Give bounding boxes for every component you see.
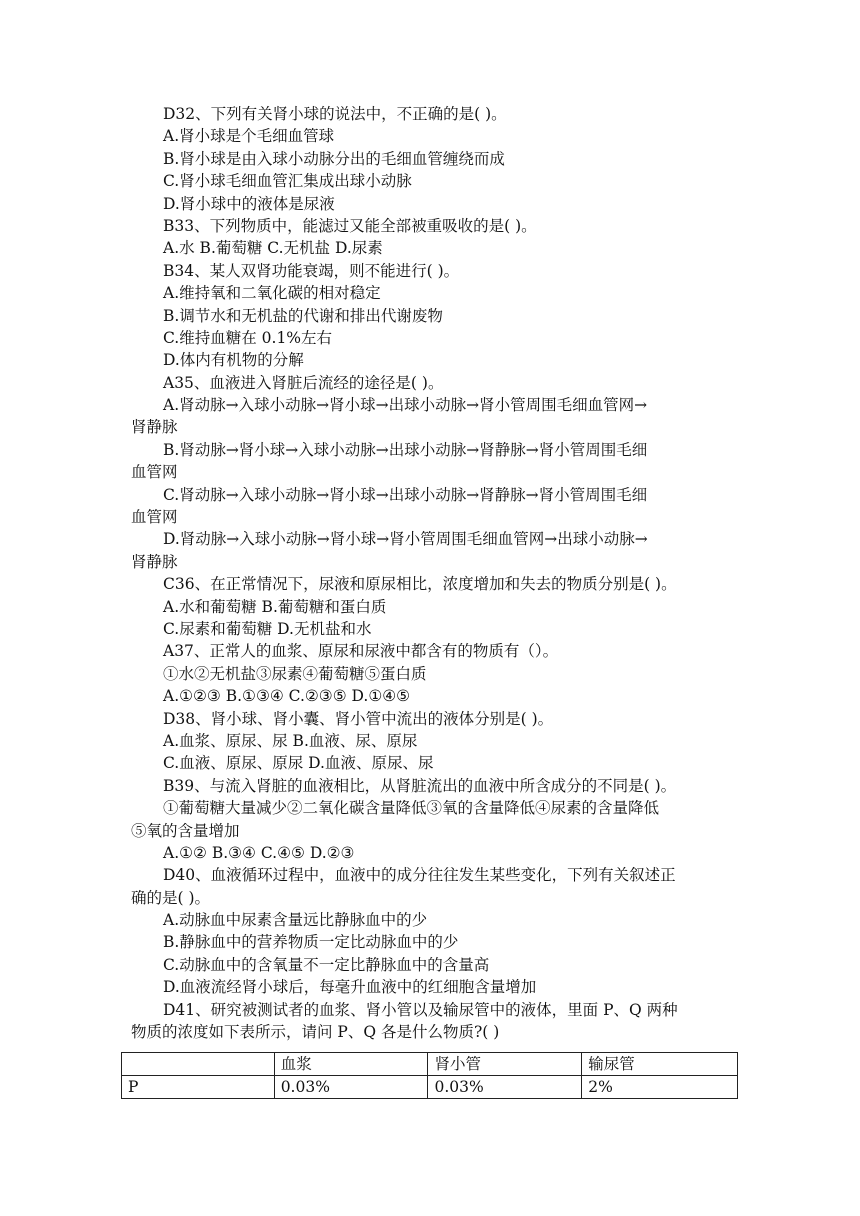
question-text-block: [131, 103, 737, 1043]
text-line: D.肾小球中的液体是尿液: [163, 194, 335, 213]
text-line: A35、血液进入肾脏后流经的途径是( )。: [163, 373, 444, 392]
concentration-table: [121, 1052, 738, 1099]
text-line: 血管网: [131, 508, 178, 527]
text-line: A.①②③ B.①③④ C.②③⑤ D.①④⑤: [163, 687, 411, 706]
text-line: B.调节水和无机盐的代谢和排出代谢废物: [163, 306, 443, 325]
text-line: C.肾小球毛细血管汇集成出球小动脉: [163, 172, 412, 191]
text-line: 肾静脉: [131, 418, 178, 437]
text-line: A.维持氧和二氧化碳的相对稳定: [163, 284, 381, 303]
table-cell: 0.03%: [428, 1076, 582, 1099]
table-header-row: [122, 1053, 738, 1076]
table-cell: 2%: [582, 1076, 738, 1099]
text-line: 确的是( )。: [131, 888, 211, 907]
text-line: B.肾小球是由入球小动脉分出的毛细血管缠绕而成: [163, 149, 505, 168]
text-line: A.水 B.葡萄糖 C.无机盐 D.尿素: [163, 239, 383, 258]
text-line: 物质的浓度如下表所示，请问 P、Q 各是什么物质?( ): [131, 1023, 500, 1042]
text-line: C.维持血糖在 0.1%左右: [163, 328, 333, 347]
text-line: A.水和葡萄糖 B.葡萄糖和蛋白质: [163, 597, 387, 616]
table-cell: P: [122, 1076, 275, 1099]
text-line: ⑤氧的含量增加: [131, 821, 240, 840]
text-line: B39、与流入肾脏的血液相比，从肾脏流出的血液中所含成分的不同是( )。: [163, 776, 677, 795]
text-line: C.动脉血中的含氧量不一定比静脉血中的含量高: [163, 955, 490, 974]
text-line: D38、肾小球、肾小囊、肾小管中流出的液体分别是( )。: [163, 709, 554, 728]
text-line: A.肾小球是个毛细血管球: [163, 127, 335, 146]
text-line: D.血液流经肾小球后，每毫升血液中的红细胞含量增加: [163, 978, 537, 997]
text-line: D40、血液循环过程中，血液中的成分往往发生某些变化，下列有关叙述正: [163, 866, 676, 885]
table-row: [122, 1076, 738, 1099]
text-line: C36、在正常情况下，尿液和原尿相比，浓度增加和失去的物质分别是( )。: [163, 575, 677, 594]
text-line: B.肾动脉→肾小球→入球小动脉→出球小动脉→肾静脉→肾小管周围毛细: [163, 440, 648, 459]
text-line: B34、某人双肾功能衰竭，则不能进行( )。: [163, 261, 460, 280]
text-line: ①葡萄糖大量减少②二氧化碳含量降低③氧的含量降低④尿素的含量降低: [163, 799, 660, 818]
table-header-cell: 肾小管: [428, 1053, 582, 1076]
text-line: D.体内有机物的分解: [163, 351, 304, 370]
table-header-cell: 血浆: [274, 1053, 428, 1076]
text-line: B33、下列物质中，能滤过又能全部被重吸收的是( )。: [163, 216, 537, 235]
text-line: A37、正常人的血浆、原尿和尿液中都含有的物质有（）。: [163, 642, 559, 661]
table-header-cell: [122, 1053, 275, 1076]
text-line: ①水②无机盐③尿素④葡萄糖⑤蛋白质: [163, 664, 427, 683]
text-line: C.血液、原尿、原尿 D.血液、原尿、尿: [163, 754, 434, 773]
text-line: C.尿素和葡萄糖 D.无机盐和水: [163, 619, 372, 638]
table-header-cell: 输尿管: [582, 1053, 738, 1076]
table-cell: 0.03%: [274, 1076, 428, 1099]
text-line: D41、研究被测试者的血浆、肾小管以及输尿管中的液体，里面 P、Q 两种: [163, 1000, 678, 1019]
text-line: C.肾动脉→入球小动脉→肾小球→出球小动脉→肾静脉→肾小管周围毛细: [163, 485, 648, 504]
text-line: 血管网: [131, 463, 178, 482]
text-line: A.①② B.③④ C.④⑤ D.②③: [163, 843, 355, 862]
text-line: 肾静脉: [131, 552, 178, 571]
text-line: A.血浆、原尿、尿 B.血液、尿、原尿: [163, 731, 418, 750]
text-line: A.动脉血中尿素含量远比静脉血中的少: [163, 911, 428, 930]
text-line: D32、下列有关肾小球的说法中，不正确的是( )。: [163, 105, 507, 123]
text-line: D.肾动脉→入球小动脉→肾小球→肾小管周围毛细血管网→出球小动脉→: [163, 530, 648, 549]
text-line: B.静脉血中的营养物质一定比动脉血中的少: [163, 933, 459, 952]
text-line: A.肾动脉→入球小动脉→肾小球→出球小动脉→肾小管周围毛细血管网→: [163, 396, 648, 415]
